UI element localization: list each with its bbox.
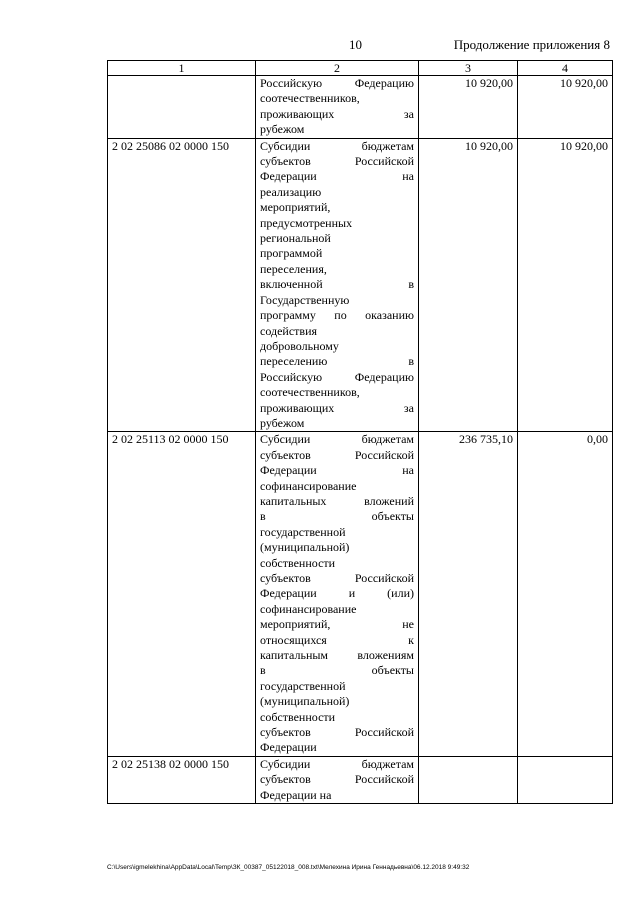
description-line: капитальным вложениям xyxy=(260,648,414,663)
description-line: капитальных вложений xyxy=(260,493,414,508)
table-row xyxy=(108,432,613,757)
description-line: Федерации xyxy=(260,740,317,755)
description-line: программой xyxy=(260,246,323,261)
column-header-4: 4 xyxy=(518,61,613,76)
description-cell xyxy=(256,138,419,432)
amount-col4-cell: 0,00 xyxy=(518,432,613,757)
description-line: переселению в xyxy=(260,354,414,369)
column-header-3: 3 xyxy=(419,61,518,76)
description-line: Российскую Федерацию xyxy=(260,76,414,90)
budget-code-cell: 2 02 25138 02 0000 150 xyxy=(108,756,256,803)
budget-code-cell: 2 02 25113 02 0000 150 xyxy=(108,432,256,757)
description-line: добровольному xyxy=(260,338,339,353)
file-path-footer: C:\Users\igmelekhina\AppData\Local\Temp\ЗК_00387_05122018_008.txt\Мелехина Ирина Геннадьевна\06.12.2018 9:49:32 xyxy=(107,864,470,871)
description-line: субъектов Российской xyxy=(260,571,414,585)
table-row xyxy=(108,76,613,139)
description-cell xyxy=(256,432,419,757)
budget-code-cell xyxy=(108,76,256,139)
description-line: Федерации на xyxy=(260,787,332,802)
description-line: субъектов Российской xyxy=(260,154,414,169)
description-line: собственности xyxy=(260,709,336,724)
description-line: софинансирование xyxy=(260,478,357,493)
table-row xyxy=(108,756,613,803)
description-line: мероприятий, не xyxy=(260,617,414,632)
amount-col3-cell: 236 735,10 xyxy=(419,432,518,757)
amount-col4-cell: 10 920,00 xyxy=(518,138,613,432)
amount-col4-cell: 10 920,00 xyxy=(518,76,613,139)
table-header-row xyxy=(108,61,613,76)
description-line: соотечественников, xyxy=(260,385,360,400)
description-cell xyxy=(256,76,419,139)
amount-col3-cell: 10 920,00 xyxy=(419,76,518,139)
description-line: проживающих за xyxy=(260,106,414,121)
amount-col3-cell xyxy=(419,756,518,803)
description-line: в объекты xyxy=(260,663,414,678)
page-number: 10 xyxy=(349,37,362,52)
description-line: Субсидии бюджетам xyxy=(260,432,414,447)
description-line: региональной xyxy=(260,231,331,246)
description-line: субъектов Российской xyxy=(260,772,414,787)
description-line: государственной xyxy=(260,524,346,539)
description-line: Российскую Федерацию xyxy=(260,369,414,384)
description-line: содействия xyxy=(260,323,318,338)
description-line: в объекты xyxy=(260,509,414,524)
description-line: Федерации на xyxy=(260,169,414,184)
budget-table xyxy=(107,60,613,804)
description-line: (муниципальной) xyxy=(260,540,350,555)
description-line: собственности xyxy=(260,555,336,570)
description-line: мероприятий, xyxy=(260,200,331,215)
description-line: Субсидии бюджетам xyxy=(260,138,414,153)
description-line: относящихся к xyxy=(260,632,414,647)
description-line: реализацию xyxy=(260,184,322,199)
continuation-label: Продолжение приложения 8 xyxy=(453,37,610,52)
description-line: Субсидии бюджетам xyxy=(260,756,414,771)
description-line: государственной xyxy=(260,678,346,693)
amount-col3-cell: 10 920,00 xyxy=(419,138,518,432)
description-line: Федерации на xyxy=(260,463,414,478)
budget-code-cell: 2 02 25086 02 0000 150 xyxy=(108,138,256,432)
amount-col4-cell xyxy=(518,756,613,803)
description-line: субъектов Российской xyxy=(260,725,414,740)
description-line: проживающих за xyxy=(260,400,414,415)
description-line: рубежом xyxy=(260,122,305,137)
description-line: Государственную xyxy=(260,292,350,307)
description-line: программу по оказанию xyxy=(260,308,414,323)
table-row xyxy=(108,138,613,432)
description-line: соотечественников, xyxy=(260,91,360,106)
description-line: рубежом xyxy=(260,415,305,430)
description-line: включенной в xyxy=(260,277,414,292)
description-line: Федерации и (или) xyxy=(260,586,414,601)
description-line: предусмотренных xyxy=(260,215,353,230)
description-line: субъектов Российской xyxy=(260,447,414,462)
column-header-1: 1 xyxy=(108,61,256,76)
description-line: (муниципальной) xyxy=(260,694,350,709)
description-cell xyxy=(256,756,419,803)
column-header-2: 2 xyxy=(256,61,419,76)
description-line: софинансирование xyxy=(260,601,357,616)
description-line: переселения, xyxy=(260,261,327,276)
